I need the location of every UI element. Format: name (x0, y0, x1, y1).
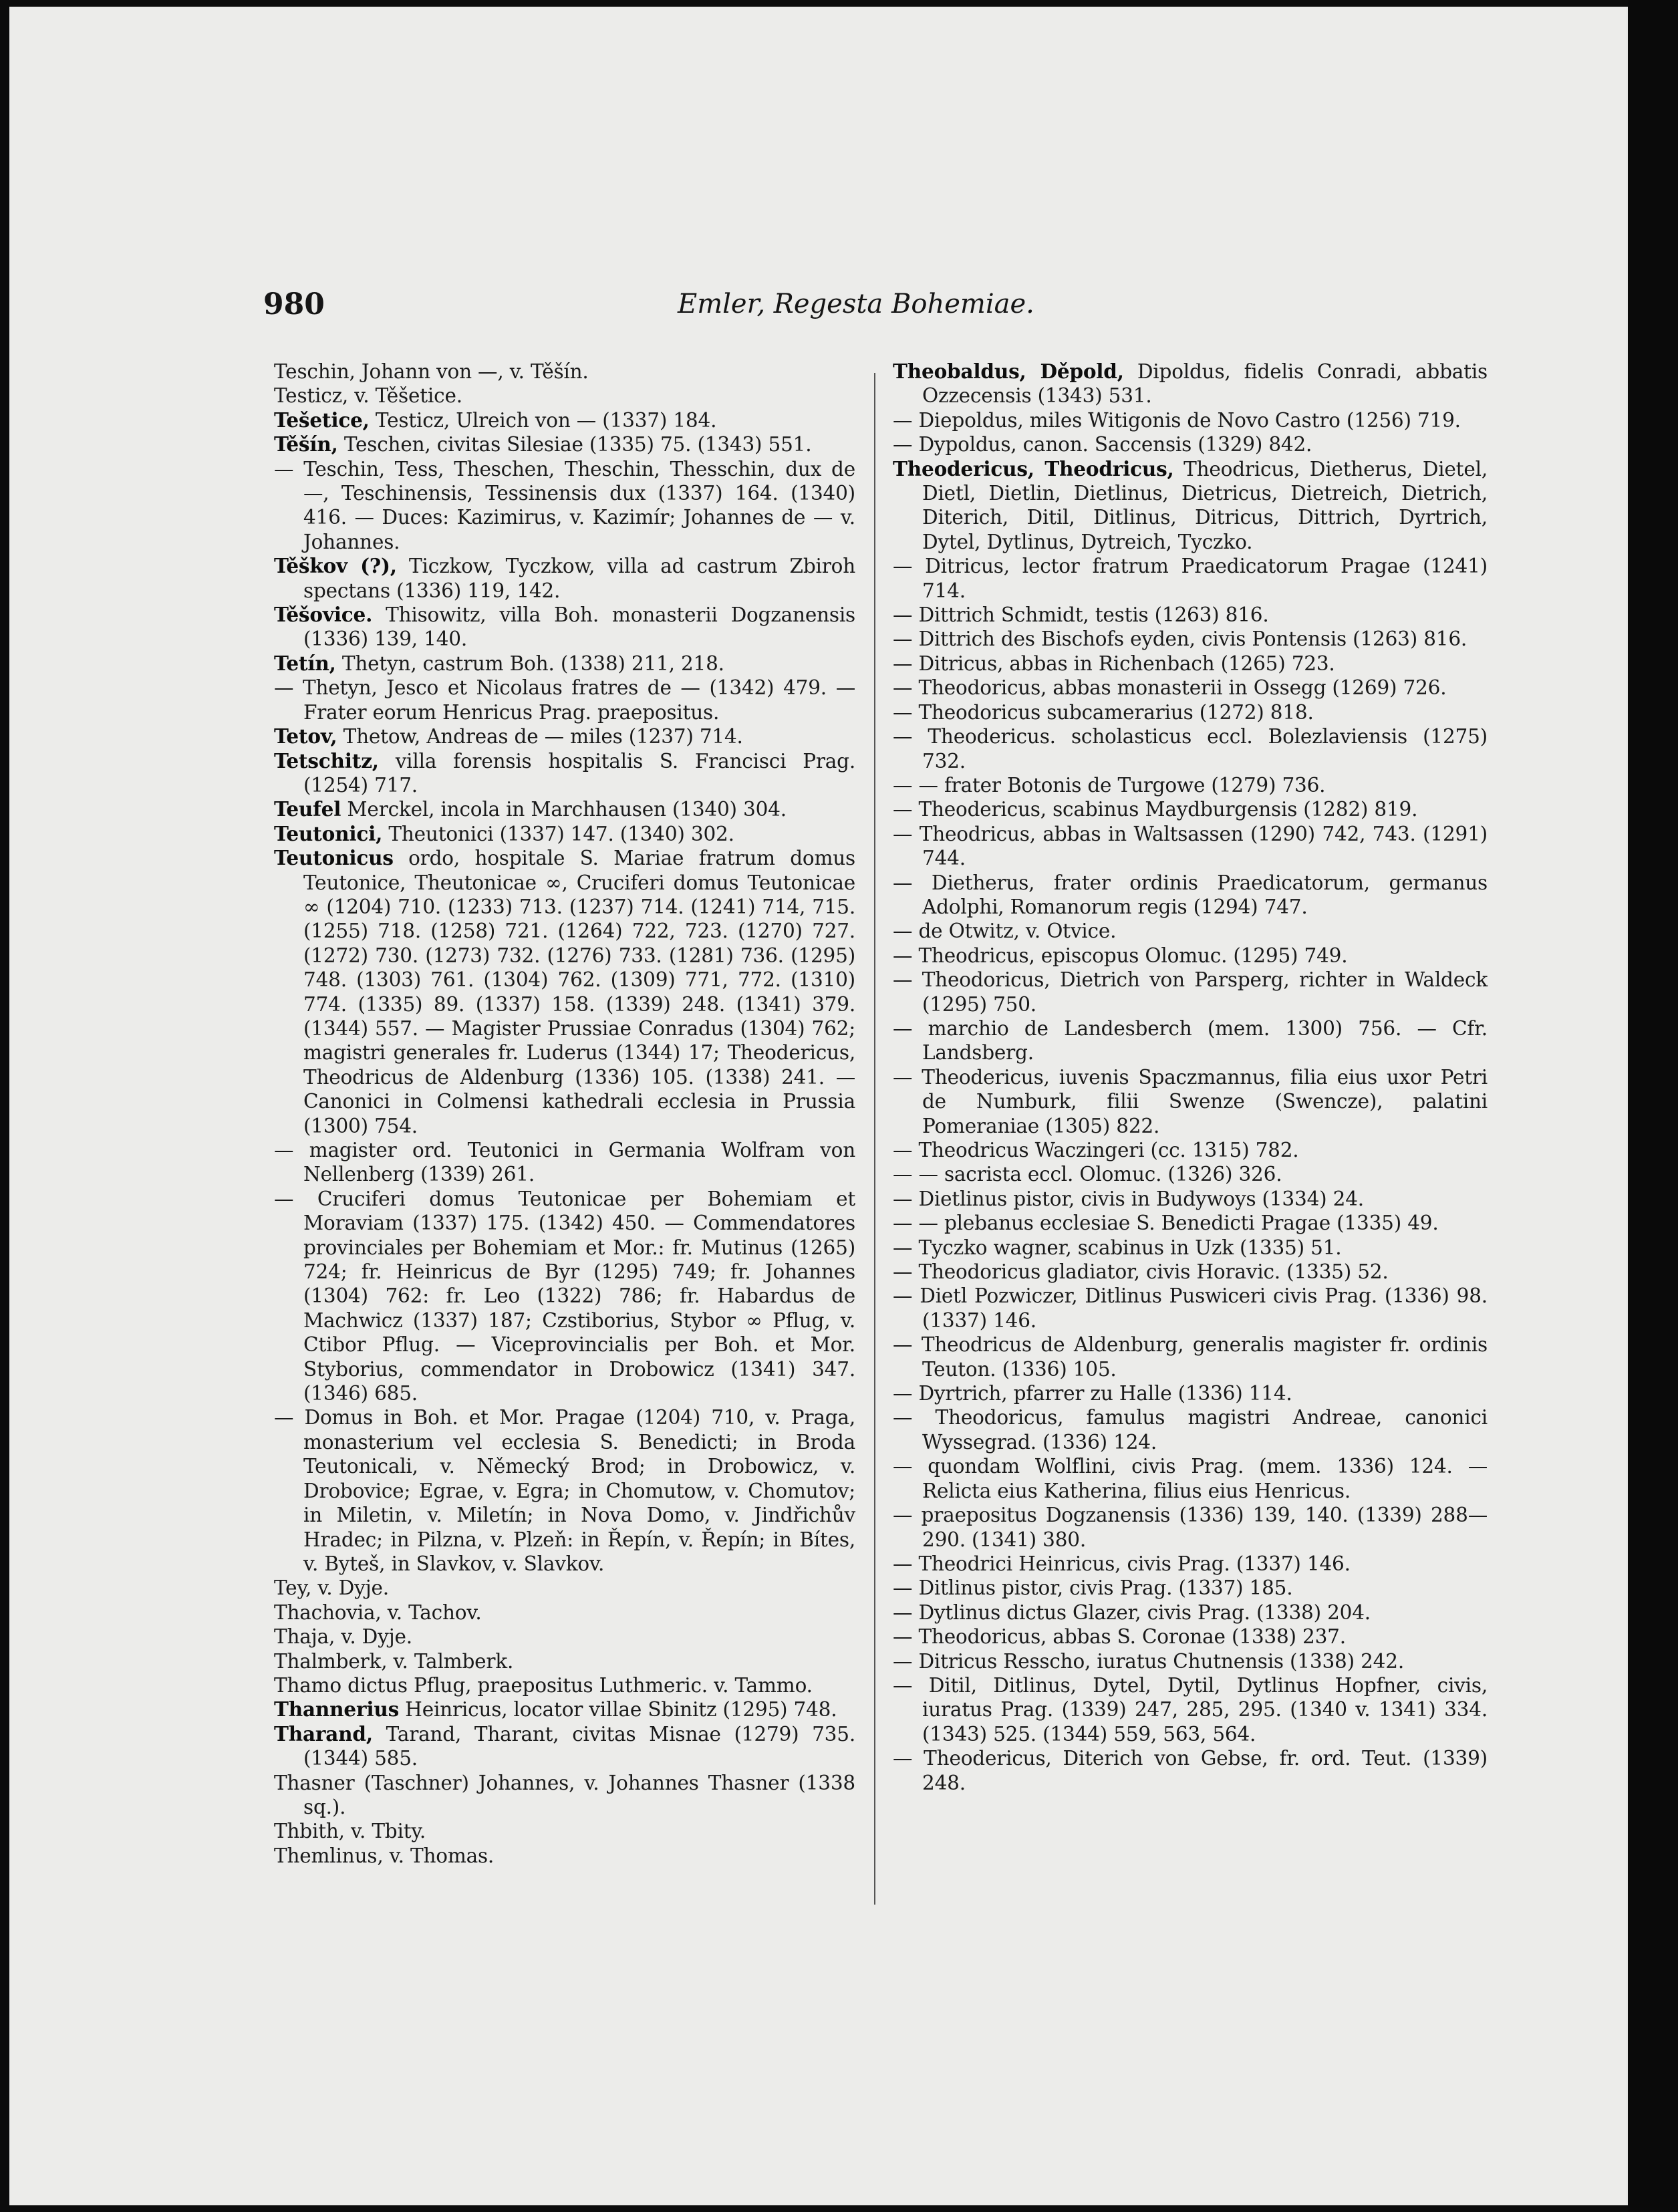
entry-text: — Dyrtrich, pfarrer zu Halle (1336) 114. (893, 1382, 1292, 1405)
index-entry (893, 1576, 1488, 1600)
entry-text: — Theodricus, episcopus Olomuc. (1295) 749. (893, 944, 1348, 967)
index-entry (893, 1284, 1488, 1333)
book-page (9, 7, 1653, 2205)
index-entry (274, 1722, 855, 1771)
entry-text: — Ditlinus pistor, civis Prag. (1337) 185. (893, 1576, 1293, 1600)
index-entry (893, 627, 1488, 651)
index-entry (893, 1601, 1488, 1625)
right-column (893, 360, 1488, 1795)
entry-text: — Dietlinus pistor, civis in Budywoys (1334) 24. (893, 1187, 1364, 1210)
index-entry (274, 384, 855, 408)
entry-text: — de Otwitz, v. Otvice. (893, 920, 1117, 943)
index-entry (274, 603, 855, 652)
index-entry (893, 432, 1488, 456)
entry-text: — marchio de Landesberch (mem. 1300) 756. — Cfr. Landsberg. (893, 1016, 1488, 1065)
index-entry (893, 724, 1488, 773)
index-entry (893, 1333, 1488, 1381)
index-entry (274, 749, 855, 798)
entry-text: — Teschin, Tess, Theschen, Theschin, Thesschin, dux de —, Teschinensis, Tessinensis dux (1337) 164. (1340) 416. — Duces: Kazimirus, v. Kazimír; Johannes de — v. Johannes. (274, 457, 855, 553)
index-entry (274, 724, 855, 748)
entry-headword: Tharand, (274, 1721, 373, 1746)
index-entry (274, 676, 855, 724)
entry-text: Themlinus, v. Thomas. (274, 1844, 495, 1867)
index-entry (274, 1673, 855, 1697)
index-entry (893, 1236, 1488, 1260)
entry-text: — Ditricus, abbas in Richenbach (1265) 723. (893, 652, 1335, 675)
index-entry (274, 1187, 855, 1406)
entry-text: Teschen, civitas Silesiae (1335) 75. (1343) 551. (337, 433, 812, 456)
entry-text: — Thetyn, Jesco et Nicolaus fratres de — (1342) 479. — Frater eorum Henricus Prag. praepositus. (274, 676, 855, 724)
entry-text: — Domus in Boh. et Mor. Pragae (1204) 710, v. Praga, monasterium vel ecclesia S. Benedicti; in Broda Teutonicali, v. Německý Brod; in Drobowicz, v. Drobovice; Egrae, v. Egra; in Chomutow, v. Chomutov; in Miletin, v. Miletín; in Nova Domo, v. Jindřichův Hradec; in Pilzna, v. Plzeň: in Řepín, v. Řepín; in Bítes, v. Byteš, in Slavkov, v. Slavkov. (274, 1406, 855, 1575)
index-entry (893, 871, 1488, 920)
entry-text: — Theodericus, iuvenis Spaczmannus, filia eius uxor Petri de Numburk, filii Swenze (Swencze), palatini Pomeraniae (1305) 822. (893, 1065, 1488, 1137)
index-entry (893, 676, 1488, 700)
index-entry (893, 457, 1488, 555)
entry-text: Merckel, incola in Marchhausen (1340) 304. (341, 798, 787, 821)
index-entry (893, 1454, 1488, 1503)
index-entry (274, 822, 855, 846)
index-entry (893, 1138, 1488, 1162)
index-entry (893, 1673, 1488, 1746)
entry-text: Testicz, Ulreich von — (1337) 184. (369, 408, 717, 432)
entry-text: Thachovia, v. Tachov. (274, 1601, 482, 1624)
index-entry (893, 1552, 1488, 1576)
entry-headword: Theobaldus, Děpold, (893, 360, 1124, 383)
entry-text: — Dietl Pozwiczer, Ditlinus Puswiceri civis Prag. (1336) 98. (1337) 146. (893, 1284, 1488, 1332)
entry-text: — Ditricus, lector fratrum Praedicatorum Pragae (1241) 714. (893, 555, 1488, 602)
left-column (274, 360, 855, 1868)
entry-headword: Tešetice, (274, 408, 370, 432)
index-entry (274, 457, 855, 555)
entry-text: — Dittrich des Bischofs eyden, civis Pontensis (1263) 816. (893, 628, 1467, 651)
page-number: 980 (263, 287, 325, 321)
entry-text: Theutonici (1337) 147. (1340) 302. (382, 822, 734, 845)
entry-headword: Tetín, (274, 651, 336, 675)
index-entry (893, 1381, 1488, 1405)
index-entry (274, 1138, 855, 1187)
entry-text: Heinricus, locator villae Sbinitz (1295) 748. (399, 1698, 837, 1721)
index-entry (893, 919, 1488, 943)
entry-text: Thbith, v. Tbity. (274, 1820, 426, 1843)
entry-text: Testicz, v. Těšetice. (274, 384, 462, 408)
entry-headword: Teutonicus (274, 846, 394, 870)
entry-text: Theodricus, Dietherus, Dietel, Dietl, Dietlin, Dietlinus, Dietricus, Dietreich, Dietrich, Diterich, Ditil, Ditlinus, Ditricus, Dittrich, Dyrtrich, Dytel, Dytlinus, Dytreich, Tyczko. (922, 457, 1488, 553)
entry-text: — Theodoricus, famulus magistri Andreae, canonici Wyssegrad. (1336) 124. (893, 1406, 1488, 1454)
running-title: Emler, Regesta Bohemiae. (678, 289, 1034, 319)
index-entry (274, 432, 855, 456)
index-entry (893, 1016, 1488, 1065)
index-entry (274, 846, 855, 1138)
entry-text: Ticzkow, Tyczkow, villa ad castrum Zbiroh spectans (1336) 119, 142. (303, 555, 856, 602)
index-entry (893, 1649, 1488, 1673)
entry-text: — Diepoldus, miles Witigonis de Novo Castro (1256) 719. (893, 408, 1461, 432)
entry-text: — Cruciferi domus Teutonicae per Bohemiam et Moraviam (1337) 175. (1342) 450. — Commendatores provinciales per Bohemiam et Mor.: fr. Mutinus (1265) 724; fr. Heinricus de Byr (1295) 749; fr. Johannes (1304) 762: fr. Leo (1322) 786; fr. Habardus de Machwicz (1337) 187; Czstiborius, Stybor ∞ Pflug, v. Ctibor Pflug. — Viceprovincialis per Boh. et Mor. Styborius, commendator in Drobowicz (1341) 347. (1346) 685. (274, 1187, 855, 1405)
entry-text: Thaja, v. Dyje. (274, 1625, 412, 1649)
entry-headword: Theodericus, Theodricus, (893, 456, 1174, 480)
entry-text: — Theodrici Heinricus, civis Prag. (1337) 146. (893, 1552, 1351, 1575)
index-entry (893, 1211, 1488, 1235)
entry-text: Dipoldus, fidelis Conradi, abbatis Ozzecensis (1343) 531. (922, 360, 1488, 408)
entry-headword: Thannerius (274, 1697, 399, 1721)
index-entry (893, 408, 1488, 432)
entry-headword: Teutonici, (274, 821, 383, 845)
index-entry (893, 1162, 1488, 1186)
entry-text: — Theodoricus, Dietrich von Parsperg, richter in Waldeck (1295) 750. (893, 968, 1488, 1016)
scan-edge (1628, 0, 1678, 2212)
page-header (9, 287, 1653, 327)
entry-text: — Theodoricus, abbas S. Coronae (1338) 237. (893, 1625, 1346, 1649)
entry-headword: Těšín, (274, 432, 338, 456)
index-entry (893, 652, 1488, 676)
index-entry (893, 1503, 1488, 1552)
entry-text: Tarand, Tharant, civitas Misnae (1279) 735. (1344) 585. (303, 1722, 855, 1770)
index-entry (274, 360, 855, 384)
index-entry (274, 1576, 855, 1600)
entry-headword: Těšovice. (274, 603, 373, 627)
index-entry (893, 944, 1488, 968)
entry-headword: Teufel (274, 797, 341, 821)
index-entry (893, 603, 1488, 627)
entry-text: — Dytlinus dictus Glazer, civis Prag. (1338) 204. (893, 1601, 1371, 1624)
entry-text: Teschin, Johann von —, v. Těšín. (274, 360, 589, 383)
index-entry (893, 1625, 1488, 1649)
entry-text: — Ditil, Ditlinus, Dytel, Dytil, Dytlinus Hopfner, civis, iuratus Prag. (1339) 247, 285, 295. (1340 v. 1341) 334. (1343) 525. (1344) 559, 563, 564. (893, 1673, 1488, 1746)
column-divider (874, 373, 875, 1905)
entry-text: — Theodoricus subcamerarius (1272) 818. (893, 700, 1314, 724)
index-entry (893, 360, 1488, 408)
entry-text: — Dittrich Schmidt, testis (1263) 816. (893, 603, 1269, 627)
index-entry (274, 1601, 855, 1625)
entry-text: Tey, v. Dyje. (274, 1576, 389, 1600)
entry-headword: Tetschitz, (274, 748, 379, 773)
index-entry (274, 652, 855, 676)
entry-headword: Tetov, (274, 724, 337, 748)
index-entry (893, 797, 1488, 821)
entry-text: — magister ord. Teutonici in Germania Wolfram von Nellenberg (1339) 261. (274, 1139, 855, 1186)
index-entry (893, 1187, 1488, 1211)
index-entry (893, 554, 1488, 603)
index-entry (893, 1260, 1488, 1284)
entry-text: — Theodoricus gladiator, civis Horavic. (1335) 52. (893, 1260, 1389, 1284)
index-entry (274, 1697, 855, 1721)
index-entry (893, 700, 1488, 724)
entry-text: — Ditricus Resscho, iuratus Chutnensis (1338) 242. (893, 1649, 1404, 1673)
entry-text: Thamo dictus Pflug, praepositus Luthmeric. v. Tammo. (274, 1673, 813, 1697)
entry-text: Thisowitz, villa Boh. monasterii Dogzanensis (1336) 139, 140. (303, 603, 855, 651)
index-entry (893, 968, 1488, 1016)
entry-text: — Theodricus Waczingeri (cc. 1315) 782. (893, 1139, 1299, 1161)
index-entry (893, 1405, 1488, 1454)
entry-text: Thetow, Andreas de — miles (1237) 714. (337, 725, 743, 748)
index-entry (893, 1065, 1488, 1138)
index-entry (274, 554, 855, 603)
entry-text: — Theodericus, scabinus Maydburgensis (1282) 819. (893, 798, 1418, 821)
entry-text: — Theodericus. scholasticus eccl. Bolezlaviensis (1275) 732. (893, 725, 1488, 773)
index-entry (274, 408, 855, 432)
entry-text: — Dietherus, frater ordinis Praedicatorum, germanus Adolphi, Romanorum regis (1294) 747. (893, 871, 1488, 918)
entry-text: — — plebanus ecclesiae S. Benedicti Pragae (1335) 49. (893, 1212, 1439, 1235)
entry-text: Thetyn, castrum Boh. (1338) 211, 218. (335, 652, 724, 675)
entry-text: — praepositus Dogzanensis (1336) 139, 140. (1339) 288—290. (1341) 380. (893, 1504, 1488, 1551)
entry-text: — — frater Botonis de Turgowe (1279) 736. (893, 773, 1326, 797)
entry-text: — Theodoricus, abbas monasterii in Ossegg (1269) 726. (893, 676, 1447, 700)
entry-text: — Theodericus, Diterich von Gebse, fr. ord. Teut. (1339) 248. (893, 1747, 1488, 1794)
index-entry (893, 1746, 1488, 1795)
index-entry (274, 1819, 855, 1843)
entry-text: — Tyczko wagner, scabinus in Uzk (1335) 51. (893, 1236, 1342, 1259)
entry-text: — quondam Wolflini, civis Prag. (mem. 1336) 124. — Relicta eius Katherina, filius eius Henricus. (893, 1455, 1488, 1502)
index-entry (274, 797, 855, 821)
index-entry (274, 1649, 855, 1673)
entry-text: — Dypoldus, canon. Saccensis (1329) 842. (893, 433, 1312, 456)
index-entry (274, 1405, 855, 1576)
index-entry (893, 773, 1488, 797)
entry-headword: Těškov (?), (274, 554, 397, 578)
entry-text: villa forensis hospitalis S. Francisci Prag. (1254) 717. (303, 749, 855, 797)
index-entry (274, 1625, 855, 1649)
entry-text: — Theodricus de Aldenburg, generalis magister fr. ordinis Teuton. (1336) 105. (893, 1333, 1488, 1381)
entry-text: ordo, hospitale S. Mariae fratrum domus Teutonice, Theutonicae ∞, Cruciferi domus Teutonicae ∞ (1204) 710. (1233) 713. (1237) 714. (1241) 714, 715. (1255) 718. (1258) 721. (1264) 722, 723. (1270) 727. (1272) 730. (1273) 732. (1276) 733. (1281) 736. (1295) 748. (1303) 761. (1304) 762. (1309) 771, 772. (1310) 774. (1335) 89. (1337) 158. (1339) 248. (1341) 379. (1344) 557. — Magister Prussiae Conradus (1304) 762; magistri generales fr. Luderus (1344) 17; Theodericus, Theodricus de Aldenburg (1336) 105. (1338) 241. — Canonici in Colmensi kathedrali ecclesia in Prussia (1300) 754. (303, 847, 855, 1137)
entry-text: — Theodricus, abbas in Waltsassen (1290) 742, 743. (1291) 744. (893, 822, 1488, 870)
entry-text: Thalmberk, v. Talmberk. (274, 1649, 514, 1673)
index-entry (274, 1844, 855, 1868)
index-entry (274, 1771, 855, 1820)
entry-text: — — sacrista eccl. Olomuc. (1326) 326. (893, 1163, 1282, 1186)
entry-text: Thasner (Taschner) Johannes, v. Johannes Thasner (1338 sq.). (274, 1771, 855, 1818)
index-entry (893, 822, 1488, 871)
